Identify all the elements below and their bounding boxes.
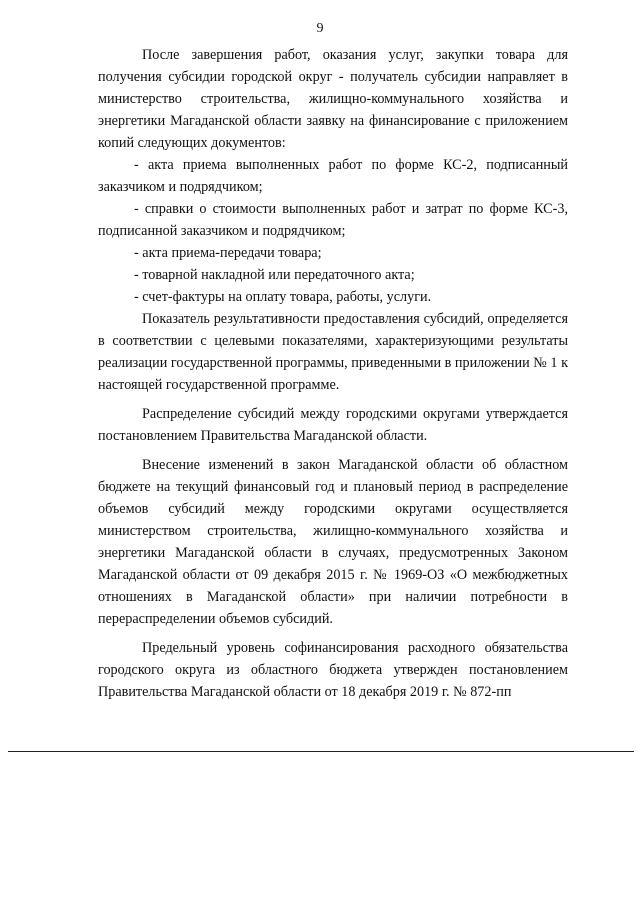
list-item-ks2: - акта приема выполненных работ по форме КС-2, подписанный заказчиком и подрядчиком; [98, 157, 568, 195]
paragraph-performance-indicator: Показатель результативности предоставления субсидий, определяется в соответствии с целевыми показателями, характеризующими результаты реализации государственной программы, приведенными в приложении № 1 к настоящей государственной программе. [98, 311, 568, 393]
list-item-invoice: - счет-фактуры на оплату товара, работы, услуги. [134, 289, 432, 305]
paragraph-cofinancing: Предельный уровень софинансирования расходного обязательства городского округа из областного бюджета утвержден постановлением Правительства Магаданской области от 18 декабря 2019 г. № 872-пп [98, 640, 568, 700]
document-body [98, 44, 568, 703]
page-bottom-rule [8, 751, 634, 752]
list-item-waybill: - товарной накладной или передаточного акта; [134, 267, 415, 283]
paragraph-amendments: Внесение изменений в закон Магаданской области об областном бюджете на текущий финансовый год и плановый период в распределение объемов субсидий между городскими округами осуществляется министерством строительства, жилищно-коммунального хозяйства и энергетики Магаданской области в случаях, предусмотренных Законом Магаданской области от 09 декабря 2015 г. № 1969-ОЗ «О межбюджетных отношениях в Магаданской области» при наличии потребности в перераспределении объемов субсидий. [98, 457, 568, 627]
list-item-ks3: - справки о стоимости выполненных работ и затрат по форме КС-3, подписанной заказчиком и подрядчиком; [98, 201, 568, 239]
paragraph-submission: После завершения работ, оказания услуг, закупки товара для получения субсидии городской округ - получатель субсидии направляет в министерство строительства, жилищно-коммунального хозяйства и энергетики Магаданской области заявку на финансирование с приложением копий следующих документов: [98, 47, 568, 151]
paragraph-distribution: Распределение субсидий между городскими округами утверждается постановлением Правительства Магаданской области. [98, 406, 568, 444]
page-number: 9 [316, 21, 324, 36]
list-item-transfer-act: - акта приема-передачи товара; [134, 245, 322, 261]
